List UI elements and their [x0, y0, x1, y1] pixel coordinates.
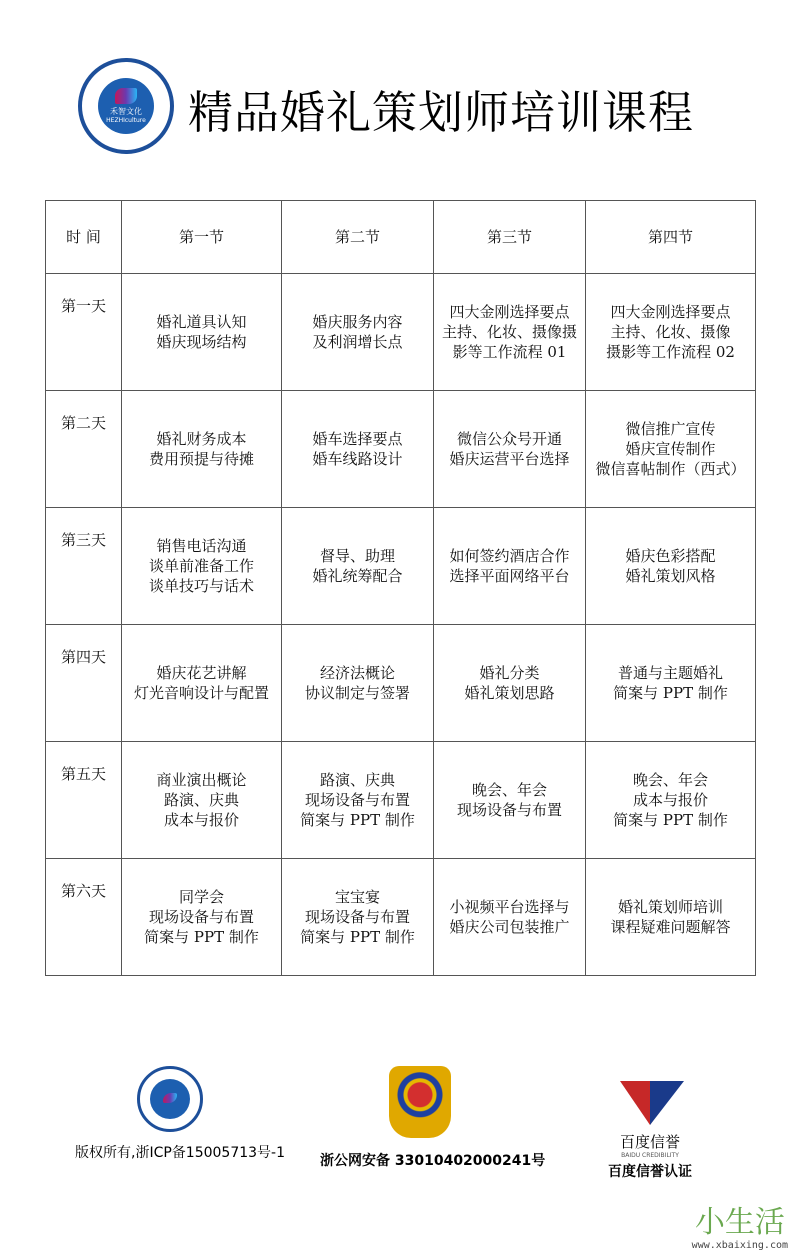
logo-subtext: HEZHIculture	[106, 117, 146, 124]
session-line: 灯光音响设计与配置	[133, 684, 269, 702]
hezhi-small-logo	[137, 1066, 203, 1132]
page-header	[0, 0, 800, 200]
police-emblem-icon	[389, 1066, 451, 1138]
baidu-block	[595, 1081, 705, 1181]
session-line: 现场设备与布置	[304, 791, 410, 809]
baidu-en: BAIDU CREDIBILITY	[621, 1152, 679, 1159]
session-line: 微信公众号开通	[456, 430, 562, 448]
session-line: 婚礼策划思路	[464, 684, 555, 702]
page-title: 精品婚礼策划师培训课程	[188, 86, 695, 139]
course-schedule-table	[45, 200, 756, 976]
watermark	[692, 1206, 788, 1252]
session-line: 简案与 PPT 制作	[144, 928, 259, 946]
session-line: 微信喜帖制作（西式）	[595, 460, 746, 478]
day-cell: 第三天	[46, 508, 122, 625]
session-line: 谈单技巧与话术	[148, 577, 254, 595]
hezhi-logo	[78, 58, 174, 154]
session-line: 婚车线路设计	[312, 450, 403, 468]
session-cell	[434, 508, 586, 625]
copyright-block	[75, 1066, 286, 1162]
session-line: 婚庆公司包装推广	[449, 918, 570, 936]
session-line: 婚庆色彩搭配	[625, 547, 716, 565]
session-cell	[282, 391, 434, 508]
session-line: 简案与 PPT 制作	[300, 928, 415, 946]
table-row	[46, 742, 756, 859]
session-cell	[434, 391, 586, 508]
day-cell: 第四天	[46, 625, 122, 742]
baidu-brand: 百度信誉	[619, 1133, 680, 1151]
session-line: 婚礼分类	[479, 664, 540, 682]
session-cell	[434, 859, 586, 976]
session-line: 协议制定与签署	[304, 684, 410, 702]
session-line: 婚礼财务成本	[156, 430, 247, 448]
session-cell	[586, 859, 756, 976]
session-line: 婚礼统筹配合	[312, 567, 403, 585]
session-cell	[122, 742, 282, 859]
session-line: 谈单前准备工作	[148, 557, 254, 575]
session-line: 及利润增长点	[312, 333, 403, 351]
session-line: 婚庆宣传制作	[625, 440, 716, 458]
session-cell	[282, 625, 434, 742]
day-cell: 第六天	[46, 859, 122, 976]
session-line: 四大金刚选择要点	[610, 303, 731, 321]
header-cell: 时 间	[46, 201, 122, 274]
session-line: 现场设备与布置	[304, 908, 410, 926]
session-line: 同学会	[178, 888, 224, 906]
session-line: 现场设备与布置	[456, 801, 562, 819]
session-cell	[586, 625, 756, 742]
session-cell	[122, 859, 282, 976]
police-block	[320, 1066, 546, 1170]
header-cell: 第二节	[282, 201, 434, 274]
session-line: 如何签约酒店合作	[449, 547, 570, 565]
session-cell	[122, 508, 282, 625]
baidu-label: 百度信誉认证	[608, 1164, 692, 1180]
table-header-row	[46, 201, 756, 274]
day-cell: 第一天	[46, 274, 122, 391]
session-cell	[586, 274, 756, 391]
session-line: 简案与 PPT 制作	[613, 811, 728, 829]
session-line: 商业演出概论	[156, 771, 247, 789]
session-line: 简案与 PPT 制作	[613, 684, 728, 702]
session-cell	[122, 391, 282, 508]
table-row	[46, 625, 756, 742]
session-line: 督导、助理	[319, 547, 395, 565]
session-line: 四大金刚选择要点	[449, 303, 570, 321]
session-line: 简案与 PPT 制作	[300, 811, 415, 829]
session-line: 销售电话沟通	[156, 537, 247, 555]
watermark-text: 小生活	[694, 1205, 785, 1240]
table-row	[46, 391, 756, 508]
table-row	[46, 508, 756, 625]
watermark-url: www.xbaixing.com	[691, 1240, 788, 1251]
session-line: 成本与报价	[632, 791, 708, 809]
session-cell	[282, 859, 434, 976]
table-row	[46, 274, 756, 391]
session-line: 婚庆服务内容	[312, 313, 403, 331]
session-line: 路演、庆典	[163, 791, 239, 809]
session-line: 路演、庆典	[319, 771, 395, 789]
session-line: 微信推广宣传	[625, 420, 716, 438]
session-line: 影等工作流程 01	[452, 343, 567, 361]
header-cell: 第三节	[434, 201, 586, 274]
session-line: 经济法概论	[319, 664, 395, 682]
footer	[0, 1066, 800, 1196]
session-line: 小视频平台选择与	[449, 898, 570, 916]
session-line: 费用预提与待摊	[148, 450, 254, 468]
session-cell	[282, 274, 434, 391]
session-line: 成本与报价	[163, 811, 239, 829]
day-cell: 第二天	[46, 391, 122, 508]
session-cell	[434, 625, 586, 742]
session-line: 婚礼道具认知	[156, 313, 247, 331]
session-cell	[586, 508, 756, 625]
session-cell	[282, 742, 434, 859]
session-line: 晚会、年会	[471, 781, 547, 799]
session-line: 婚庆运营平台选择	[449, 450, 570, 468]
copyright-text: 版权所有,浙ICP备15005713号-1	[75, 1145, 286, 1161]
header-cell: 第四节	[586, 201, 756, 274]
table-row	[46, 859, 756, 976]
session-line: 摄影等工作流程 02	[606, 343, 735, 361]
session-line: 普通与主题婚礼	[617, 664, 723, 682]
session-cell	[434, 742, 586, 859]
session-line: 婚礼策划风格	[625, 567, 716, 585]
session-cell	[282, 508, 434, 625]
session-line: 宝宝宴	[334, 888, 380, 906]
session-cell	[122, 625, 282, 742]
session-line: 课程疑难问题解答	[610, 918, 731, 936]
logo-text: 禾智文化	[110, 107, 142, 116]
session-cell	[586, 742, 756, 859]
session-line: 主持、化妆、摄像摄	[441, 323, 577, 341]
session-line: 婚礼策划师培训	[617, 898, 723, 916]
session-line: 选择平面网络平台	[449, 567, 570, 585]
session-line: 婚庆花艺讲解	[156, 664, 247, 682]
session-line: 婚庆现场结构	[156, 333, 247, 351]
session-line: 现场设备与布置	[148, 908, 254, 926]
police-record-text: 浙公网安备 33010402000241号	[320, 1153, 546, 1169]
header-cell: 第一节	[122, 201, 282, 274]
baidu-v-icon	[620, 1081, 680, 1125]
session-line: 婚车选择要点	[312, 430, 403, 448]
session-cell	[434, 274, 586, 391]
day-cell: 第五天	[46, 742, 122, 859]
session-cell	[586, 391, 756, 508]
session-line: 晚会、年会	[632, 771, 708, 789]
session-cell	[122, 274, 282, 391]
session-line: 主持、化妆、摄像	[610, 323, 731, 341]
